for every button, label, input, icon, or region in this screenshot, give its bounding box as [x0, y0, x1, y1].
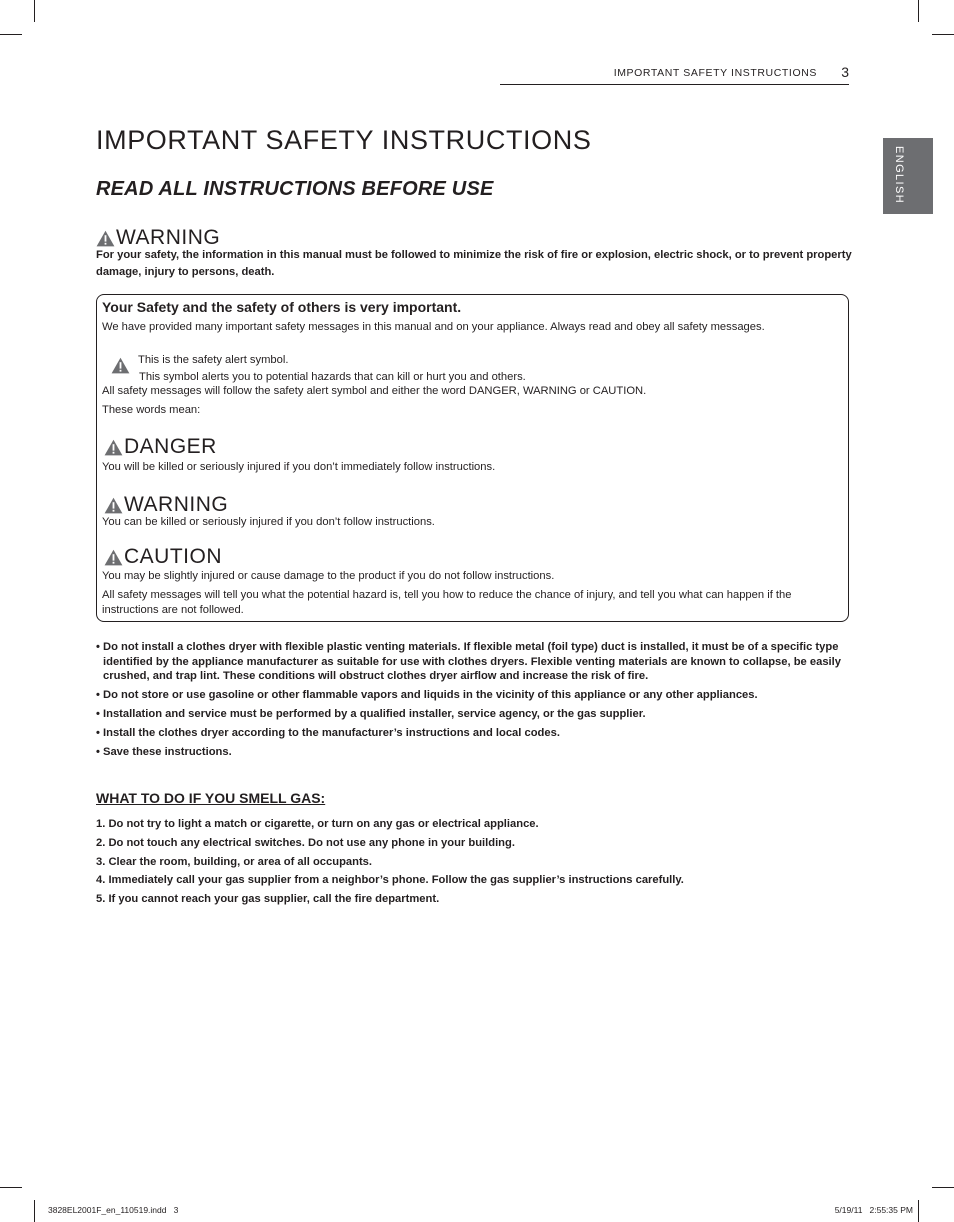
crop-mark [932, 34, 954, 35]
safety-box-intro: We have provided many important safety messages in this manual and on your appliance. Always read and obey all safety messages. [102, 321, 765, 333]
footer-timestamp: 5/19/11 2:55:35 PM [834, 1205, 913, 1215]
list-item: • Install the clothes dryer according to the manufacturer’s instructions and local codes. [96, 727, 560, 739]
safety-box-title: Your Safety and the safety of others is very important. [102, 299, 462, 315]
safety-alert-icon [96, 230, 115, 247]
safety-bullet-list [96, 640, 841, 764]
warning-label: WARNING [124, 493, 229, 516]
crop-mark [34, 1200, 35, 1222]
danger-heading [104, 435, 217, 459]
crop-mark [0, 34, 22, 35]
symbol-description-line1: This is the safety alert symbol. [138, 354, 289, 366]
bullet-text: Installation and service must be performed by a qualified installer, service agency, or the gas supplier. [103, 708, 646, 720]
language-tab-label: ENGLISH [893, 146, 905, 205]
symbol-description-line2: This symbol alerts you to potential hazards that can kill or hurt you and others. [139, 371, 526, 383]
safety-alert-symbol-icon [111, 357, 130, 374]
bullet-text: Save these instructions. [103, 746, 232, 758]
gas-section-heading: WHAT TO DO IF YOU SMELL GAS: [96, 790, 326, 806]
top-warning-text: For your safety, the information in this manual must be followed to minimize the risk of fire or explosion, electric shock, or to prevent property damage, injury to persons, death. [96, 249, 852, 278]
safety-messages-box [96, 294, 849, 622]
signal-words-intro: All safety messages will follow the safety alert symbol and either the word DANGER, WARNING or CAUTION. [102, 385, 647, 397]
warning-text: You can be killed or seriously injured if you don’t follow instructions. [102, 516, 435, 528]
list-item: 2. Do not touch any electrical switches. Do not use any phone in your building. [96, 836, 515, 849]
list-item: 4. Immediately call your gas supplier from a neighbor’s phone. Follow the gas supplier’s instructions carefully. [96, 874, 684, 887]
top-warning-label: WARNING [116, 226, 221, 249]
list-item: • Installation and service must be performed by a qualified installer, service agency, or the gas supplier. [96, 708, 646, 720]
page-number: 3 [841, 64, 849, 80]
warning-heading [104, 493, 228, 517]
words-mean-label: These words mean: [102, 404, 201, 416]
crop-mark [932, 1187, 954, 1188]
language-tab [883, 138, 933, 214]
danger-text: You will be killed or seriously injured if you don’t immediately follow instructions. [102, 461, 496, 473]
caution-label: CAUTION [124, 545, 222, 568]
danger-label: DANGER [124, 435, 217, 458]
crop-mark [0, 1187, 22, 1188]
list-item: 5. If you cannot reach your gas supplier, call the fire department. [96, 893, 440, 906]
running-header [500, 66, 849, 85]
footer-file-name: 3828EL2001F_en_110519.indd 3 [48, 1205, 179, 1215]
bullet-text: Do not store or use gasoline or other flammable vapors and liquids in the vicinity of this appliance or any other appliances. [103, 689, 758, 701]
list-item: • Save these instructions. [96, 746, 232, 758]
caution-text: You may be slightly injured or cause damage to the product if you do not follow instructions. [102, 570, 555, 582]
crop-mark [918, 0, 919, 22]
caution-heading [104, 545, 222, 569]
safety-alert-icon [104, 497, 123, 514]
list-item: • Do not install a clothes dryer with flexible plastic venting materials. If flexible metal (foil type) duct is installed, it must be of a specific type identified by the appliance manufacturer as suitable for use with clothes dryers. Flexible venting materials are known to collapse, be easily crushed, and trap lint. These conditions will obstruct clothes dryer airflow and increase the risk of fire. [96, 641, 841, 682]
bullet-text: Do not install a clothes dryer with flexible plastic venting materials. If flexible metal (foil type) duct is installed, it must be of a specific type identified by the appliance manufacturer as suitable for use with clothes dryers. Flexible venting materials are known to collapse, be easily crushed, and trap lint. These conditions will obstruct clothes dryer airflow and increase the risk of fire. [103, 641, 841, 682]
list-item: • Do not store or use gasoline or other flammable vapors and liquids in the vicinity of this appliance or any other appliances. [96, 689, 758, 701]
page-subtitle: READ ALL INSTRUCTIONS BEFORE USE [96, 178, 494, 200]
safety-alert-icon [104, 439, 123, 456]
running-header-title: IMPORTANT SAFETY INSTRUCTIONS [613, 67, 817, 79]
crop-mark [918, 1200, 919, 1222]
page-title: IMPORTANT SAFETY INSTRUCTIONS [96, 125, 592, 155]
gas-steps-list [96, 817, 684, 911]
safety-box-closing: All safety messages will tell you what the potential hazard is, tell you how to reduce the chance of injury, and tell you what can happen if the instructions are not followed. [102, 589, 792, 616]
safety-alert-icon [104, 549, 123, 566]
bullet-text: Install the clothes dryer according to the manufacturer’s instructions and local codes. [103, 727, 560, 739]
crop-mark [34, 0, 35, 22]
list-item: 3. Clear the room, building, or area of all occupants. [96, 855, 373, 868]
list-item: 1. Do not try to light a match or cigarette, or turn on any gas or electrical appliance. [96, 818, 539, 830]
